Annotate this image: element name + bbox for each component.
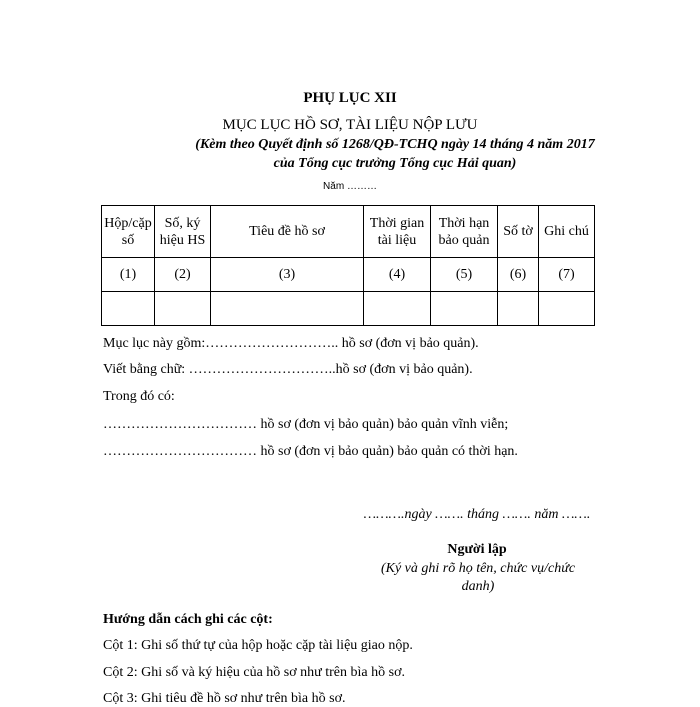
- column-number: (5): [431, 258, 498, 292]
- table-header-row: [102, 206, 595, 258]
- table-row: [102, 292, 595, 326]
- header-notes: Ghi chú: [539, 206, 595, 258]
- signature-instruction: (Ký và ghi rõ họ tên, chức vụ/chức danh): [380, 561, 576, 594]
- limited-retention-line: …………………………… hồ sơ (đơn vị bảo quản) bảo quản có thời hạn.: [103, 444, 518, 459]
- table-number-row: [102, 258, 595, 292]
- signature-date: ……….ngày ……. tháng ……. năm …….: [363, 507, 591, 522]
- header-retention-period: Thời hạn bảo quản: [431, 206, 498, 258]
- table-cell: [539, 292, 595, 326]
- header-box-number: Hộp/cặp số: [102, 206, 155, 258]
- header-page-count: Số tờ: [498, 206, 539, 258]
- guide-column-2: Cột 2: Ghi số và ký hiệu của hồ sơ như trên bìa hồ sơ.: [103, 665, 405, 680]
- table-cell: [102, 292, 155, 326]
- guide-title: Hướng dẫn cách ghi các cột:: [103, 612, 273, 627]
- column-number: (7): [539, 258, 595, 292]
- table-cell: [155, 292, 211, 326]
- appendix-title: PHỤ LỤC XII: [303, 90, 397, 106]
- column-number: (3): [211, 258, 364, 292]
- document-subtitle: MỤC LỤC HỒ SƠ, TÀI LIỆU NỘP LƯU: [222, 117, 478, 133]
- guide-column-3: Cột 3: Ghi tiêu đề hồ sơ như trên bìa hồ sơ.: [103, 691, 346, 706]
- table-cell: [498, 292, 539, 326]
- guide-column-1: Cột 1: Ghi số thứ tự của hộp hoặc cặp tài liệu giao nộp.: [103, 638, 413, 653]
- year-line: Năm ………: [323, 181, 377, 192]
- catalog-table: [101, 205, 595, 326]
- column-number: (2): [155, 258, 211, 292]
- permanent-retention-line: …………………………… hồ sơ (đơn vị bảo quản) bảo quản vĩnh viễn;: [103, 417, 509, 432]
- column-number: (6): [498, 258, 539, 292]
- signer-role: Người lập: [447, 542, 507, 557]
- table-cell: [364, 292, 431, 326]
- header-file-code: Số, ký hiệu HS: [155, 206, 211, 258]
- column-number: (4): [364, 258, 431, 292]
- column-number: (1): [102, 258, 155, 292]
- header-file-title: Tiêu đề hồ sơ: [211, 206, 364, 258]
- total-files-line: Mục lục này gồm:……………………….. hồ sơ (đơn vị bảo quản).: [103, 336, 479, 351]
- header-document-time: Thời gian tài liệu: [364, 206, 431, 258]
- table-cell: [431, 292, 498, 326]
- total-in-words-line: Viết bằng chữ: …………………………..hồ sơ (đơn vị bảo quản).: [103, 362, 473, 377]
- decision-note: (Kèm theo Quyết định số 1268/QĐ-TCHQ ngày 14 tháng 4 năm 2017 của Tổng cục trưởng Tổng cục Hải quan): [195, 137, 595, 171]
- table-cell: [211, 292, 364, 326]
- breakdown-label: Trong đó có:: [103, 389, 175, 404]
